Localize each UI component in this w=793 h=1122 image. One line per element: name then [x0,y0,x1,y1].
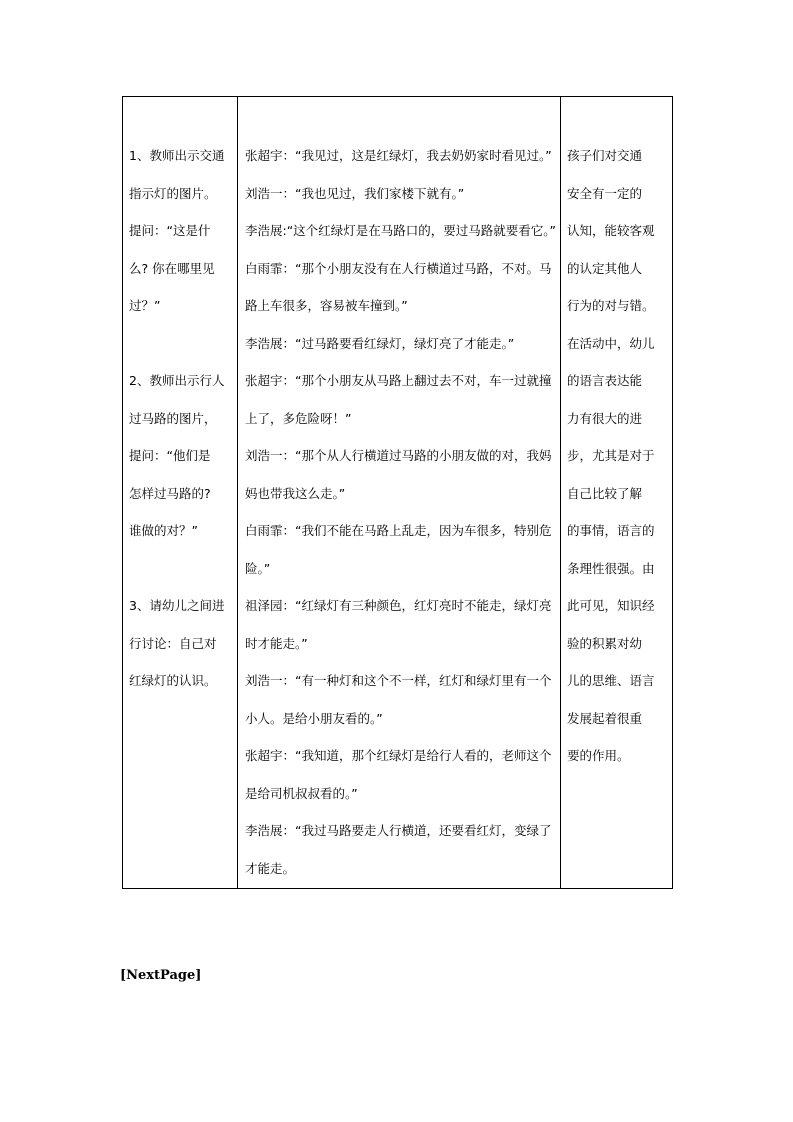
analysis-line: 条理性很强。由 [567,560,655,576]
analysis-line: 自己比较了解 [567,485,643,501]
dialogue-line: 张超宇：“我见过，这是红绿灯，我去奶奶家时看见过。” [245,148,552,163]
dialogue-line: 刘浩一：“我也见过，我们家楼下就有。” [245,185,465,201]
analysis-cell [561,97,673,889]
dialogue-line: 险。” [245,560,271,576]
dialogue-line: 路上车很多，容易被车撞到。” [245,298,408,313]
dialogue-cell [238,97,561,889]
dialogue-line: 是给司机叔叔看的。” [245,785,358,801]
step-line: 过？” [129,298,161,313]
table-row [123,97,673,889]
step-1 [129,137,233,325]
step-gap [129,550,233,588]
analysis-line: 要的作用。 [567,748,630,763]
step-line: 提问：“他们是 [129,448,211,463]
dialogue-line: 小人。是给小朋友看的。” [245,710,383,726]
analysis-line: 步，尤其是对于 [567,448,655,463]
analysis-line: 的语言表达能 [567,373,643,388]
step-line: 行讨论：自己对 [129,635,217,651]
dialogue-line: 李浩展：“过马路要看红绿灯，绿灯亮了才能走。” [245,335,515,351]
step-line: 红绿灯的认识。 [129,673,217,688]
step-line: 指示灯的图片。 [129,185,217,201]
dialogue-line: 李浩展:“这个红绿灯是在马路口的，要过马路就要看它。” [245,223,556,238]
analysis-line: 发展起着很重 [567,710,643,726]
step-line: 过马路的图片， [129,410,217,426]
dialogue-line: 李浩展：“我过马路要走人行横道，还要看红灯，变绿了 [245,823,552,838]
dialogue-line: 张超宇：“那个小朋友从马路上翻过去不对，车一过就撞 [245,373,552,388]
analysis-line: 力有很大的进 [567,410,643,426]
next-page-marker: [NextPage] [120,968,202,983]
step-line: 么? 你在哪里见 [129,260,215,276]
analysis-line: 儿的思维、语言 [567,673,655,688]
step-3 [129,587,233,700]
step-line: 谁做的对？” [129,523,198,538]
step-line: 提问：“这是什 [129,223,211,238]
analysis-line: 孩子们对交通 [567,148,643,163]
step-2 [129,362,233,550]
analysis-line: 的认定其他人 [567,260,643,276]
dialogue-line: 上了，多危险呀！” [245,410,352,426]
dialogue-line: 才能走。 [245,860,296,876]
step-line: 2、教师出示行人 [129,373,225,388]
analysis-line: 在活动中，幼儿 [567,335,655,351]
dialogue-line: 白雨霏：“那个小朋友没有在人行横道过马路，不对。马 [245,260,552,276]
analysis-line: 验的积累对幼 [567,635,643,651]
analysis-line: 此可见，知识经 [567,598,655,613]
step-gap [129,325,233,363]
dialogue-line: 时才能走。” [245,635,308,651]
activity-record-table [122,96,673,889]
dialogue-line: 妈也带我这么走。” [245,485,346,501]
step-line: 3、请幼儿之间进 [129,598,225,613]
dialogue-line: 刘浩一：“那个从人行横道过马路的小朋友做的对，我妈 [245,448,552,463]
dialogue-line: 祖泽园：“红绿灯有三种颜色，红灯亮时不能走，绿灯亮 [245,598,552,613]
analysis-line: 认知，能较客观 [567,223,655,238]
steps-cell [123,97,238,889]
analysis-line: 的事情，语言的 [567,523,655,538]
analysis-line: 行为的对与错。 [567,298,655,313]
step-line: 怎样过马路的? [129,485,211,501]
dialogue-line: 白雨霏：“我们不能在马路上乱走，因为车很多，特别危 [245,523,552,538]
step-line: 1、教师出示交通 [129,148,225,163]
dialogue-line: 刘浩一：“有一种灯和这个不一样，红灯和绿灯里有一个 [245,673,552,688]
analysis-line: 安全有一定的 [567,185,643,201]
dialogue-line: 张超宇：“我知道，那个红绿灯是给行人看的，老师这个 [245,748,552,763]
